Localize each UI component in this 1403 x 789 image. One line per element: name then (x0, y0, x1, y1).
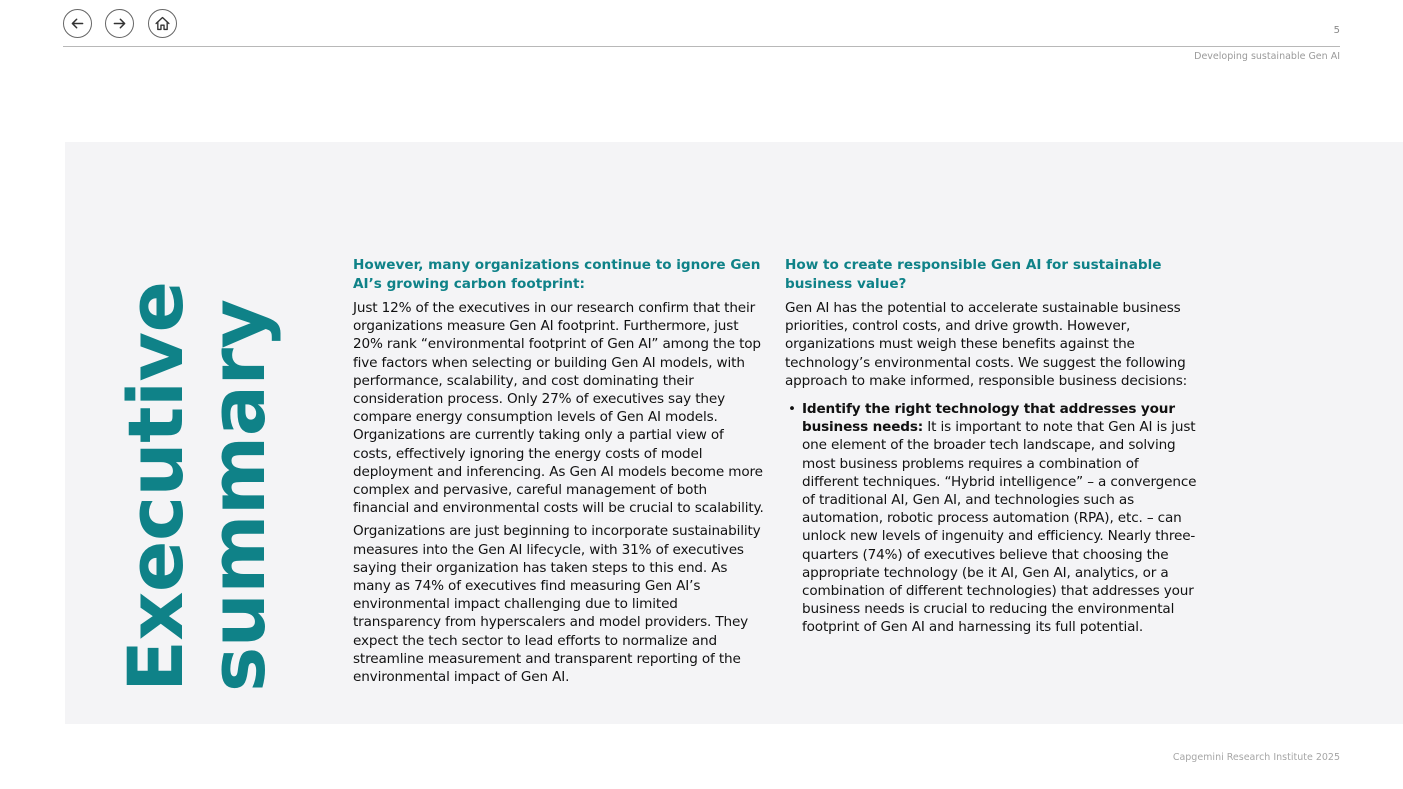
arrow-left-icon (69, 15, 86, 32)
list-item (785, 400, 1197, 637)
arrow-right-icon (111, 15, 128, 32)
right-column-heading: How to create responsible Gen AI for sustainable business value? (785, 257, 1162, 292)
left-column-heading: However, many organizations continue to ignore Gen AI’s growing carbon footprint: (353, 257, 761, 292)
page-number: 5 (1333, 25, 1340, 36)
back-button[interactable] (63, 9, 92, 38)
home-button[interactable] (148, 9, 177, 38)
right-column (785, 256, 1197, 637)
running-header: Developing sustainable Gen AI (1194, 51, 1340, 62)
right-column-intro: Gen AI has the potential to accelerate sustainable business priorities, control costs, and drive growth. However, organizations must weigh these benefits against the technology’s environmental costs. We suggest the following approach to make informed, responsible business decisions: (785, 300, 1188, 389)
list-item-text: It is important to note that Gen AI is just one element of the broader tech landscape, and solving most business problems requires a combination of different techniques. “Hybrid intelligence” – a convergence of traditional AI, Gen AI, and technologies such as automation, robotic process automation (RPA), etc. – can unlock new levels of ingenuity and efficiency. Nearly three-quarters (74%) of executives believe that choosing the appropriate technology (be it AI, Gen AI, analytics, or a combination of different technologies) that addresses your business needs is crucial to reducing the environmental footprint of Gen AI and harnessing its full potential. (802, 419, 1197, 636)
list-item-lead: Identify the right technology that addresses your business needs: (802, 401, 1175, 436)
section-title (111, 281, 282, 692)
home-icon (154, 15, 171, 32)
footer-credit: Capgemini Research Institute 2025 (1172, 752, 1340, 763)
left-column-paragraph: Organizations are just beginning to incorporate sustainability measures into the Gen AI lifecycle, with 31% of executives saying their organization has taken steps to this end. As many as 74% of executives find measuring Gen AI’s environmental impact challenging due to limited transparency from hyperscalers and model providers. They expect the tech sector to lead efforts to normalize and streamline measurement and transparent reporting of the environmental impact of Gen AI. (353, 523, 761, 686)
left-column (353, 256, 765, 691)
section-title-line-2: summary (193, 299, 282, 692)
left-column-paragraph: Just 12% of the executives in our research confirm that their organizations measure Gen AI footprint. Furthermore, just 20% rank “environmental footprint of Gen AI” among the top five factors when selecting or building Gen AI models, with performance, scalability, and cost dominating their consideration process. Only 27% of executives say they compare energy consumption levels of Gen AI models. Organizations are currently taking only a partial view of costs, effectively ignoring the energy costs of model deployment and inferencing. As Gen AI models become more complex and pervasive, careful management of both financial and environmental costs will be crucial to scalability. (353, 300, 764, 517)
header-divider (63, 46, 1340, 47)
forward-button[interactable] (105, 9, 134, 38)
recommendation-list (785, 400, 1197, 637)
section-title-line-1: Executive (111, 281, 200, 692)
